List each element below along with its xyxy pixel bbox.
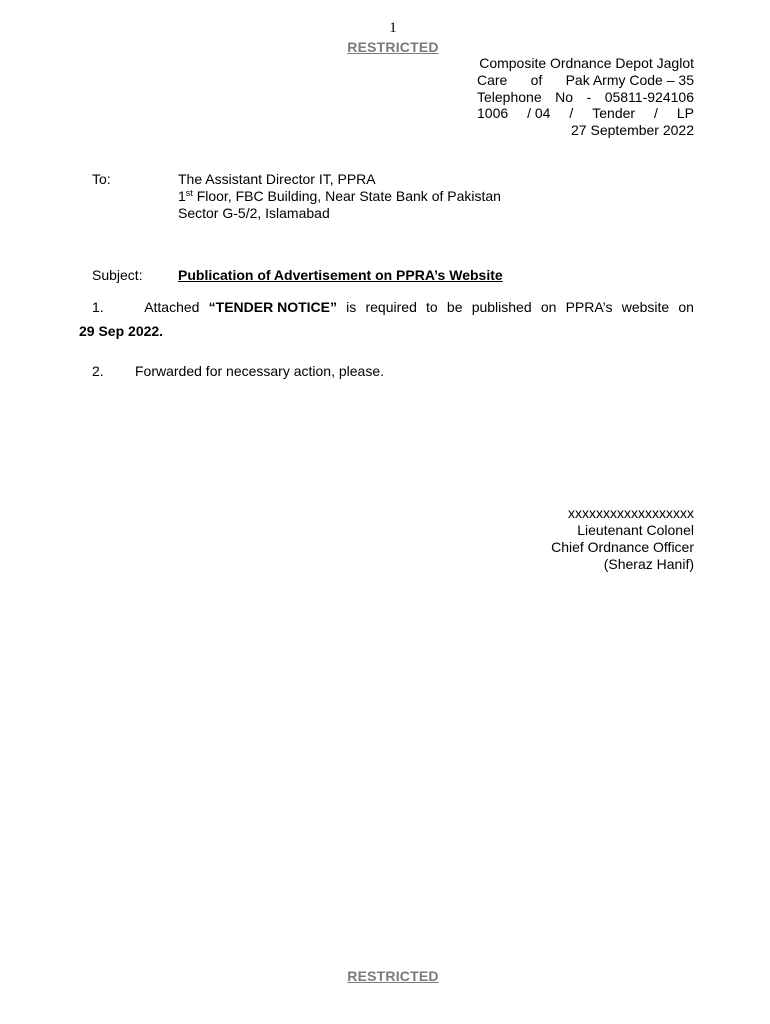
paragraph-word: on: [678, 299, 694, 315]
paragraph-number: 2.: [92, 363, 104, 379]
letter-date: 27 September 2022: [571, 122, 694, 139]
signatory-rank: Lieutenant Colonel: [577, 522, 694, 538]
paragraph-word: be: [446, 299, 463, 315]
sender-unit: Composite Ordnance Depot Jaglot: [479, 55, 694, 71]
paragraph-2: [92, 363, 384, 379]
signatory-name: (Sheraz Hanif): [603, 556, 694, 572]
sender-block: [477, 55, 694, 139]
sender-address-word: of: [530, 71, 543, 88]
file-reference-part: / 04: [527, 105, 551, 122]
paragraph-number: 1.: [92, 299, 104, 315]
sender-address: [477, 72, 694, 89]
addressee-sector: Sector G-5/2, Islamabad: [178, 205, 330, 221]
sender-telephone-word: Telephone: [477, 88, 542, 105]
page-number: 1: [389, 20, 397, 36]
tender-notice-emphasis: “TENDER NOTICE”: [208, 299, 337, 315]
publication-date: 29 Sep 2022.: [79, 323, 164, 339]
file-reference-part: LP: [676, 105, 694, 122]
file-reference-part: 1006: [477, 105, 509, 122]
ordinal-suffix: st: [185, 188, 193, 198]
classification-footer: RESTRICTED: [347, 968, 439, 984]
signatory-appointment: Chief Ordnance Officer: [551, 539, 694, 555]
file-reference-part: /: [654, 105, 658, 122]
paragraph-2-text: Forwarded for necessary action, please.: [135, 363, 385, 379]
addressee-block: [178, 171, 501, 222]
file-reference-part: Tender: [592, 105, 636, 122]
paragraph-word: published: [471, 299, 532, 315]
paragraph-word: is: [346, 299, 357, 315]
subject-label: Subject:: [92, 267, 143, 283]
sender-telephone-word: 05811-924106: [604, 88, 694, 105]
addressee-building: Floor, FBC Building, Near State Bank of Pakistan: [192, 188, 501, 204]
paragraph-1: [92, 299, 694, 315]
paragraph-word: website: [621, 299, 670, 315]
paragraph-word: PPRA’s: [565, 299, 613, 315]
sender-address-word: Care: [477, 71, 508, 88]
sender-telephone-word: -: [586, 88, 592, 105]
signature-block: [494, 505, 694, 573]
sender-address-word: Pak Army Code – 35: [565, 71, 694, 88]
paragraph-word: to: [426, 299, 438, 315]
sender-telephone: [477, 89, 694, 106]
file-reference: [477, 105, 694, 122]
file-reference-part: /: [569, 105, 574, 122]
to-label: To:: [92, 171, 111, 187]
sender-telephone-word: No: [555, 88, 574, 105]
addressee-floor: 1: [178, 188, 186, 204]
paragraph-1-line: [92, 299, 694, 315]
paragraph-word: on: [540, 299, 557, 315]
addressee-address: [178, 188, 501, 205]
classification-header: RESTRICTED: [347, 39, 439, 55]
signature-placeholder: xxxxxxxxxxxxxxxxxx: [568, 505, 694, 521]
paragraph-word: Attached: [144, 299, 200, 315]
paragraph-word: required: [365, 299, 417, 315]
subject-text: Publication of Advertisement on PPRA’s Website: [178, 267, 503, 283]
addressee-title: The Assistant Director IT, PPRA: [178, 171, 376, 187]
